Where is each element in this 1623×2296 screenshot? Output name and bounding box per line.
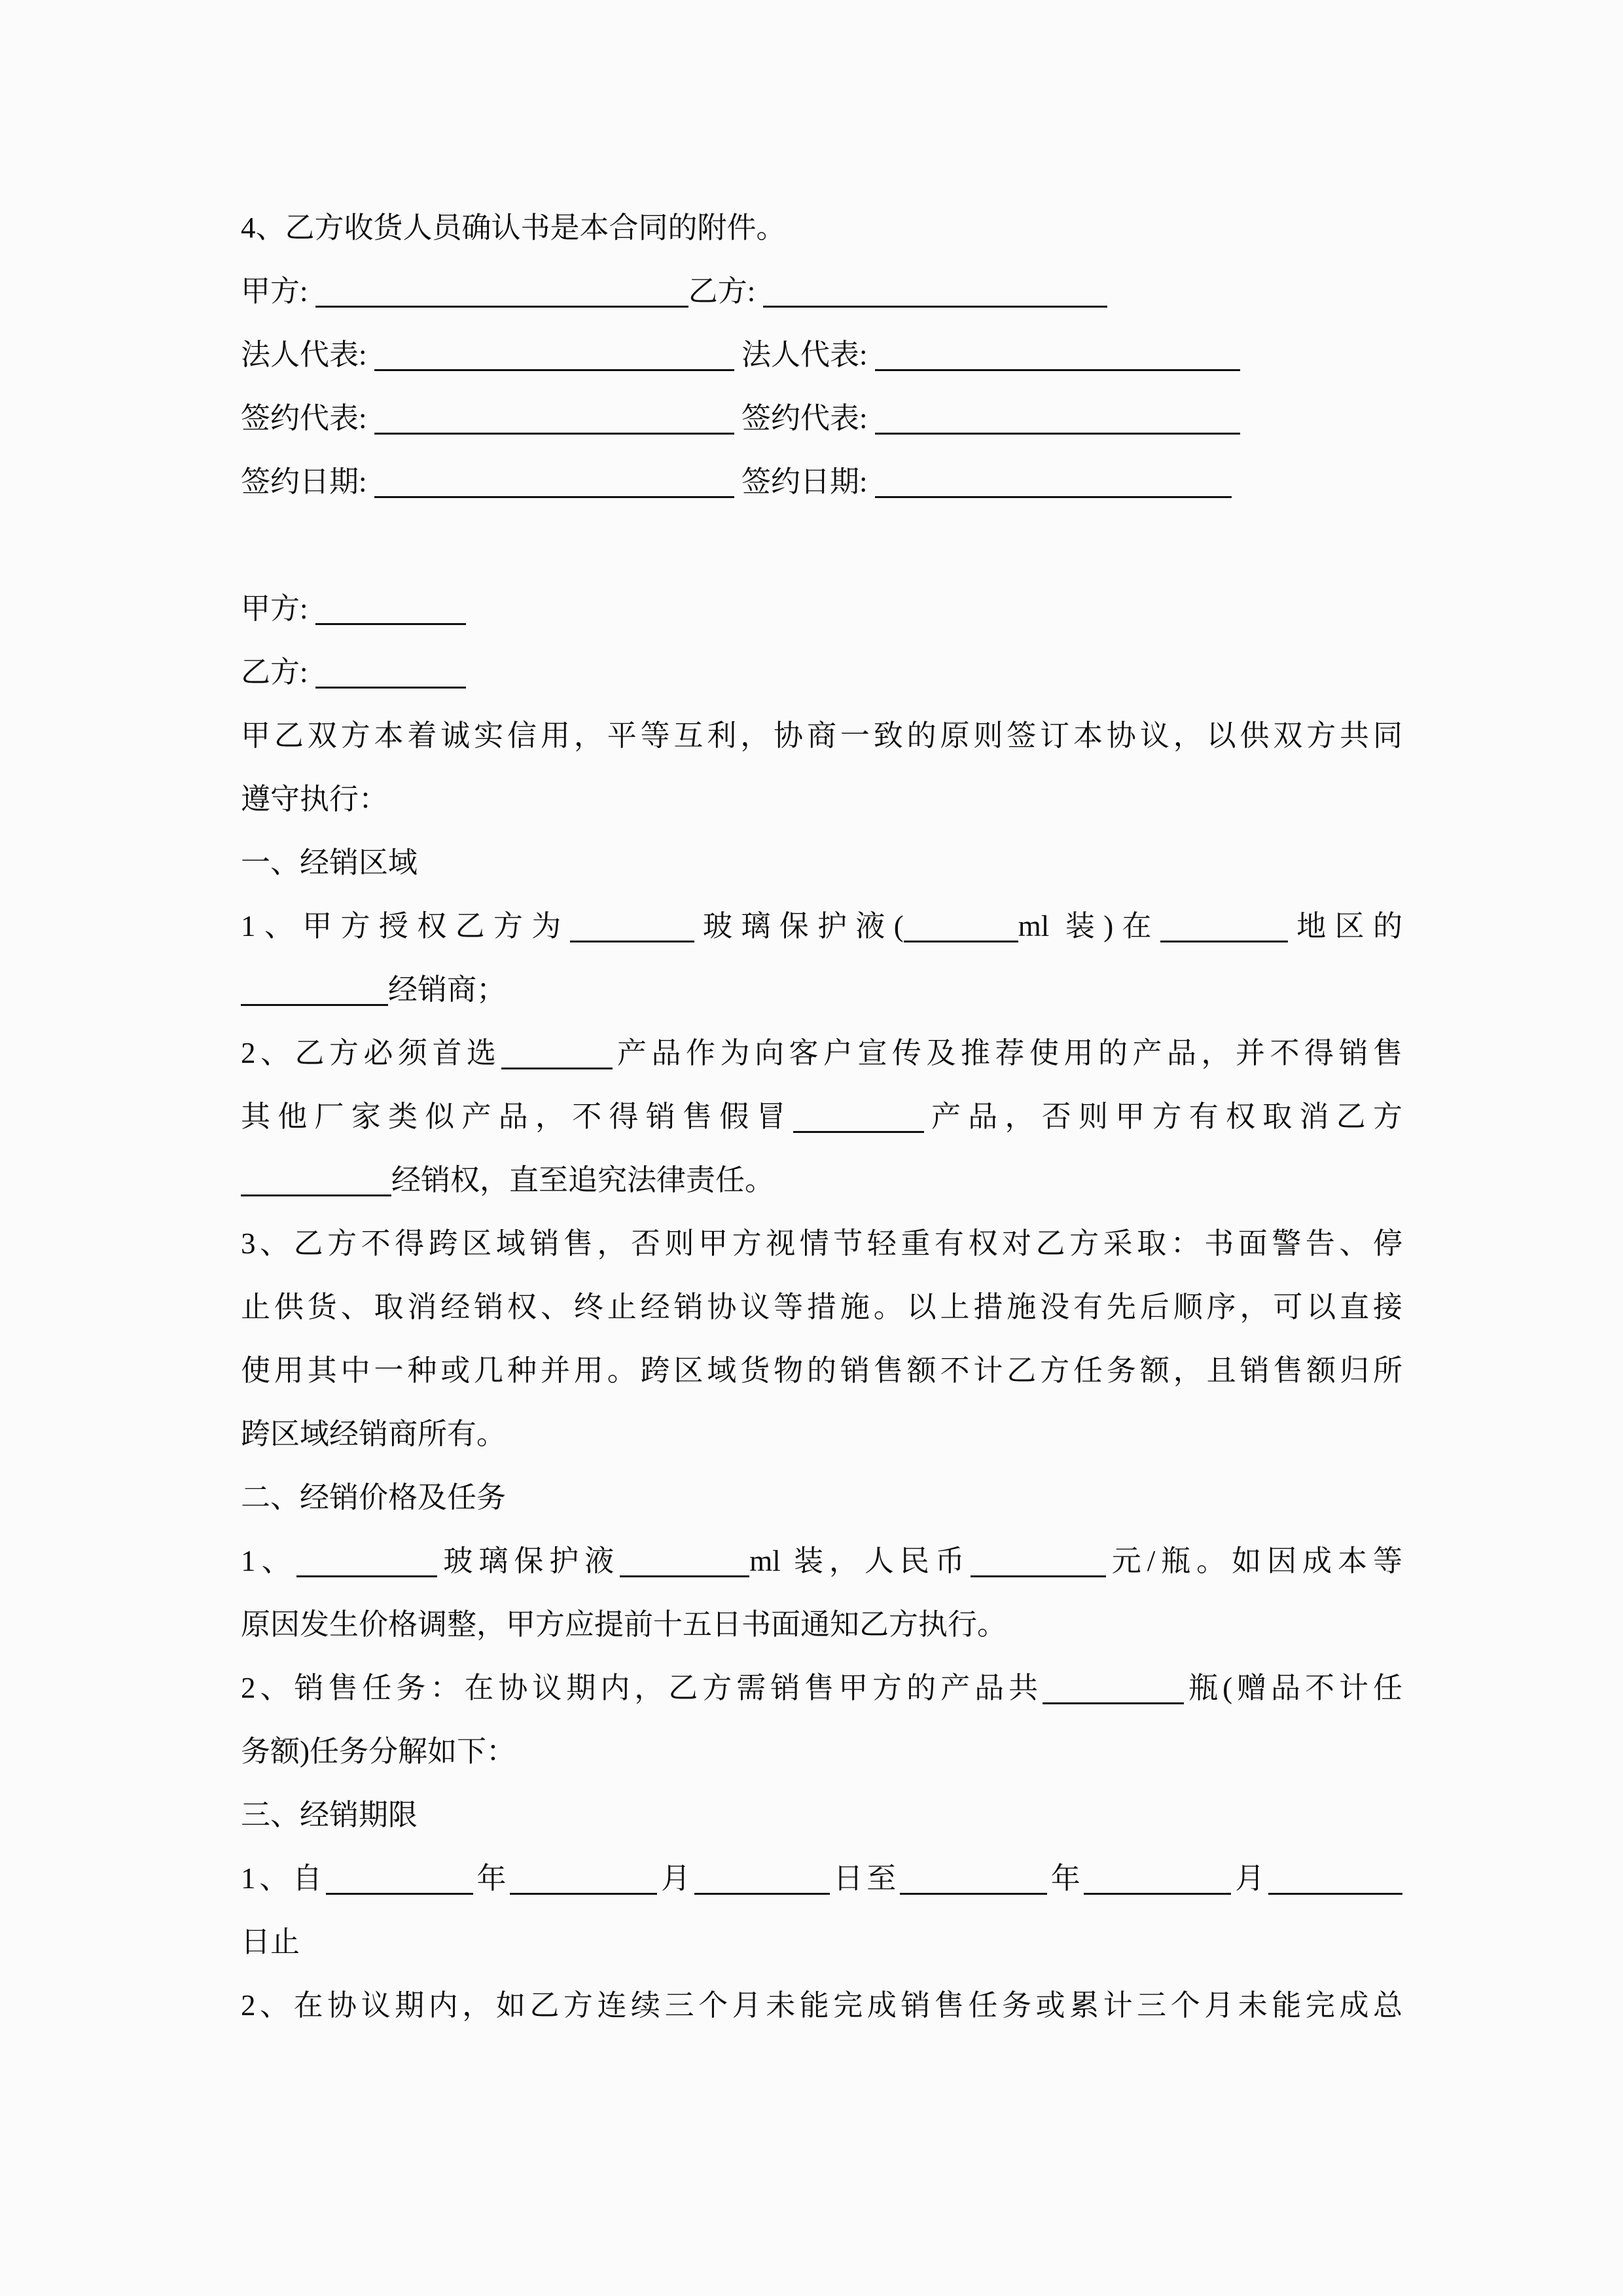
fill-in-blank-underline xyxy=(1043,1670,1184,1704)
text-run: 日至 xyxy=(829,1862,900,1895)
fill-in-blank-underline xyxy=(241,971,388,1006)
fill-in-blank-underline xyxy=(1084,1860,1231,1895)
document-line xyxy=(241,260,1402,323)
document-line xyxy=(241,1403,1402,1466)
fill-in-blank-underline xyxy=(326,1860,473,1895)
fill-in-blank-underline xyxy=(875,336,1240,371)
fill-in-blank-underline xyxy=(241,1162,391,1196)
text-run: 法人代表: xyxy=(241,338,374,371)
text-run: 产品，否则甲方有权取消乙方 xyxy=(923,1100,1402,1133)
fill-in-blank-underline xyxy=(763,273,1107,308)
fill-in-blank-underline xyxy=(374,336,734,371)
fill-in-blank-underline xyxy=(374,400,734,435)
text-run: 元/瓶。如因成本等 xyxy=(1105,1545,1402,1577)
fill-in-blank-underline xyxy=(510,1860,657,1895)
text-run: 签约代表: xyxy=(241,402,374,435)
document-line xyxy=(241,641,1402,704)
text-run: 2、乙方必须首选 xyxy=(241,1037,501,1069)
document-line xyxy=(241,514,1402,577)
fill-in-blank-underline xyxy=(620,1543,749,1577)
document-line xyxy=(241,577,1402,641)
text-run: ml 装，人民币 xyxy=(749,1545,971,1577)
text-run: 法人代表: xyxy=(734,338,875,371)
document-line xyxy=(241,1657,1402,1720)
document-line xyxy=(241,1910,1402,1974)
text-run: 1、自 xyxy=(241,1862,326,1895)
document-body xyxy=(241,196,1402,2037)
text-run: 年 xyxy=(473,1862,510,1895)
document-line xyxy=(241,196,1402,260)
text-run: 使用其中一种或几种并用。跨区域货物的销售额不计乙方任务额，且销售额归所 xyxy=(241,1354,1402,1387)
text-run: 乙方: xyxy=(688,275,763,308)
fill-in-blank-underline xyxy=(875,463,1232,498)
text-run: 产品作为向客户宣传及推荐使用的产品，并不得销售 xyxy=(612,1037,1402,1069)
fill-in-blank-underline xyxy=(501,1035,613,1069)
document-line xyxy=(241,831,1402,895)
fill-in-blank-underline xyxy=(900,1860,1047,1895)
fill-in-blank-underline xyxy=(315,590,466,625)
text-run: 遵守执行： xyxy=(241,783,389,816)
text-run: 务额)任务分解如下： xyxy=(241,1735,516,1768)
text-run: 甲方: xyxy=(241,592,315,625)
text-run: 经销权，直至追究法律责任。 xyxy=(391,1164,775,1196)
text-run: 跨区域经销商所有。 xyxy=(241,1418,507,1450)
fill-in-blank-underline xyxy=(570,908,694,942)
document-line xyxy=(241,1784,1402,1847)
document-line xyxy=(241,1022,1402,1085)
text-run: 3、乙方不得跨区域销售，否则甲方视情节轻重有权对乙方采取：书面警告、停 xyxy=(241,1227,1402,1260)
text-run: 甲方: xyxy=(241,275,315,308)
text-run: 经销商； xyxy=(388,973,507,1006)
document-line xyxy=(241,1212,1402,1276)
document-line xyxy=(241,768,1402,831)
text-run: 一、经销区域 xyxy=(241,846,418,879)
fill-in-blank-underline xyxy=(1160,908,1288,942)
text-run: 年 xyxy=(1046,1862,1084,1895)
text-run: 瓶(赠品不计任 xyxy=(1184,1672,1402,1704)
document-line xyxy=(241,1149,1402,1212)
fill-in-blank-underline xyxy=(904,908,1018,942)
text-run: 2、在协议期内，如乙方连续三个月未能完成销售任务或累计三个月未能完成总 xyxy=(241,1989,1402,2022)
document-line xyxy=(241,1466,1402,1530)
document-line xyxy=(241,1847,1402,1910)
fill-in-blank-underline xyxy=(315,273,688,308)
text-run: 甲乙双方本着诚实信用，平等互利，协商一致的原则签订本协议，以供双方共同 xyxy=(241,719,1402,752)
fill-in-blank-underline xyxy=(793,1098,924,1133)
text-run: 乙方: xyxy=(241,656,315,689)
text-run: 月 xyxy=(657,1862,694,1895)
text-run: 止供货、取消经销权、终止经销协议等措施。以上措施没有先后顺序，可以直接 xyxy=(241,1291,1402,1323)
fill-in-blank-underline xyxy=(875,400,1240,435)
fill-in-blank-underline xyxy=(971,1543,1106,1577)
text-run: 签约代表: xyxy=(734,402,875,435)
document-line xyxy=(241,895,1402,958)
document-line xyxy=(241,704,1402,768)
text-run: 地区的 xyxy=(1287,910,1402,942)
document-line xyxy=(241,387,1402,450)
text-run: 1、 xyxy=(241,1545,297,1577)
document-line xyxy=(241,323,1402,387)
fill-in-blank-underline xyxy=(374,463,734,498)
text-run: 其他厂家类似产品，不得销售假冒 xyxy=(241,1100,793,1133)
fill-in-blank-underline xyxy=(694,1860,830,1895)
fill-in-blank-underline xyxy=(296,1543,437,1577)
text-run: 三、经销期限 xyxy=(241,1799,418,1831)
fill-in-blank-underline xyxy=(1268,1860,1402,1895)
document-line xyxy=(241,1530,1402,1593)
text-run: 签约日期: xyxy=(241,465,374,498)
fill-in-blank-underline xyxy=(315,654,466,689)
document-line xyxy=(241,1974,1402,2037)
document-line xyxy=(241,958,1402,1022)
document-line xyxy=(241,1593,1402,1657)
text-run: 月 xyxy=(1231,1862,1268,1895)
text-run: 二、经销价格及任务 xyxy=(241,1481,507,1514)
text-run: 玻璃保护液 xyxy=(437,1545,620,1577)
document-line xyxy=(241,1720,1402,1784)
text-run: 1、甲方授权乙方为 xyxy=(241,910,570,942)
document-line xyxy=(241,450,1402,514)
text-run: 2、销售任务：在协议期内，乙方需销售甲方的产品共 xyxy=(241,1672,1043,1704)
text-run: 玻璃保护液( xyxy=(694,910,904,942)
document-line xyxy=(241,1276,1402,1339)
text-run: ml 装)在 xyxy=(1018,910,1160,942)
document-line xyxy=(241,1085,1402,1149)
text-run: 签约日期: xyxy=(734,465,875,498)
text-run: 4、乙方收货人员确认书是本合同的附件。 xyxy=(241,211,786,244)
document-line xyxy=(241,1339,1402,1403)
text-run: 日止 xyxy=(241,1926,300,1958)
text-run: 原因发生价格调整，甲方应提前十五日书面通知乙方执行。 xyxy=(241,1608,1007,1641)
